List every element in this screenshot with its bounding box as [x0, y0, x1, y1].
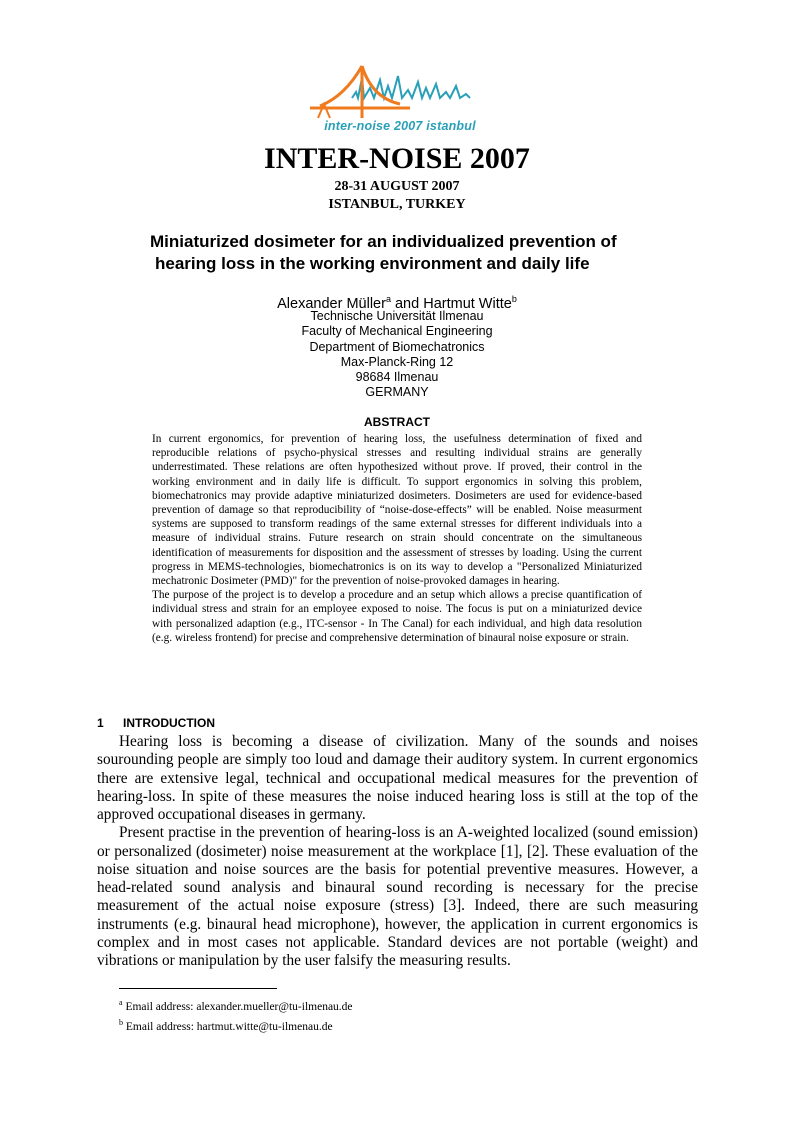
paper-title-line-1: Miniaturized dosimeter for an individualized prevention of: [150, 232, 617, 251]
footnote-mark: a: [119, 998, 123, 1007]
affiliation-line: Faculty of Mechanical Engineering: [301, 324, 493, 339]
author-name: Alexander Müller: [277, 295, 386, 312]
author-name: Hartmut Witte: [423, 295, 512, 312]
section-heading: [97, 716, 215, 730]
conference-date: 28-31 AUGUST 2007: [334, 179, 460, 194]
abstract-paragraph: In current ergonomics, for prevention of hearing loss, the usefulness determination of fixed and reproducible relations of psycho-physical stresses and resulting individual strains are generally underrestimated. These relations are often hypothesized without prove. If proved, their control in the working environment and in daily life is difficult. To support ergonomics in solving this problem, biomechatronics may provide adaptive miniaturized dosimeters. Dosimeters are used for evidence-based prevention of damage so that reproducibility of “noise-dose-effects” will be enabled. Noise measurment systems are supposed to transform readings of the same external stresses for different individuals into a measure of individual strains. Future research on strain should concentrate on the simultaneous identification of measurements for disposition and the assessment of stresses by loading. Using the current progress in MEMS-technologies, biomechatronics is on its way to develop a "Personalized Miniaturized mechatronic Dosimeter (PMD)" for the prevention of noise-provoked damages in hearing.: [152, 433, 642, 588]
skyline-graphic: [352, 76, 470, 98]
conference-place: ISTANBUL, TURKEY: [328, 197, 466, 212]
affiliation-line: Max-Planck-Ring 12: [340, 354, 454, 369]
section-body: [97, 733, 698, 970]
footnote-text: Email address: alexander.mueller@tu-ilmenau.de: [122, 1000, 353, 1013]
author-footnote-mark: a: [385, 294, 391, 304]
abstract-paragraph: The purpose of the project is to develop a procedure and an setup which allows a precise quantification of individual stress and strain for an employee exposed to noise. The focus is put on a miniaturized device with personalized adaption (e.g., ITC-sensor - In The Canal) for each individual, and high data resolution (e.g. wireless frontend) for precise and comprehensive determination of binaural noise exposure or strain.: [152, 589, 642, 644]
affiliation-block: [0, 309, 794, 401]
footnote-mark: b: [119, 1017, 123, 1027]
body-paragraph: Hearing loss is becoming a disease of civilization. Many of the sounds and noises sourounding people are simply too loud and damage their auditory system. In current ergonomics there are extensive legal, technical and occupational medical measures for the prevention of hearing-loss. In spite of these measures the noise induced hearing loss is still at the top of the approved occupational diseases in germany.: [97, 733, 698, 823]
footnote: [119, 1015, 619, 1035]
body-paragraph: Present practise in the prevention of hearing-loss is an A-weighted localized (sound emission) or personalized (dosimeter) noise measurement at the workplace [1], [2]. These evaluation of the noise situation and noise sources are the basis for potential preventive measures. However, a head-related sound analysis and binaural sound recording is necessary for the precise measurement of the actual noise exposure (stress) [3]. Indeed, there are such measuring instruments (e.g. binaural head microphone), however, the application in current ergonomics is complex and in most cases not applicable. Standard devices are not portable (weight) and vibrations or manipulation by the user falsify the measuring results.: [97, 824, 698, 969]
affiliation-line: 98684 Ilmenau: [355, 370, 439, 385]
abstract-heading: ABSTRACT: [364, 415, 430, 429]
author-footnote-mark: b: [511, 294, 517, 304]
section-title: INTRODUCTION: [123, 716, 215, 730]
affiliation-line: Department of Biomechatronics: [309, 339, 485, 354]
footnotes: [119, 995, 619, 1035]
footnote: [119, 995, 619, 1015]
author-separator: and: [390, 295, 424, 312]
logo-caption: inter-noise 2007 istanbul: [324, 119, 476, 133]
section-number: 1: [97, 716, 104, 730]
paper-title: [150, 231, 680, 275]
footnote-text: Email address: hartmut.witte@tu-ilmenau.de: [123, 1020, 333, 1033]
footnote-rule: [119, 988, 277, 989]
affiliation-line: GERMANY: [365, 385, 429, 400]
paper-title-line-2: hearing loss in the working environment and daily life: [155, 254, 590, 273]
abstract-body: [152, 432, 642, 645]
affiliation-line: Technische Universität Ilmenau: [310, 309, 484, 323]
conference-title: INTER-NOISE 2007: [264, 142, 530, 175]
